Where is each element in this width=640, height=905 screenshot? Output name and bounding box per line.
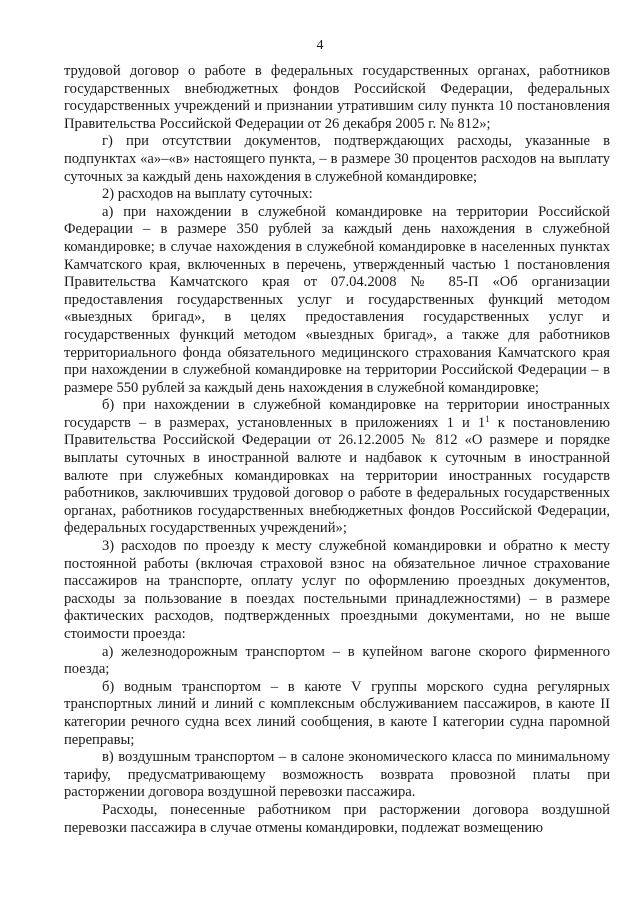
- paragraph-text-part: б) при нахождении в служебной командировке на территории иностранных государств – в размерах, установленных в приложениях 1 и 1: [64, 397, 610, 431]
- paragraph-continuation: трудовой договор о работе в федеральных государственных органах, работников государственных внебюджетных фондов Российской Федерации, федеральных государственных учреждений и признании утратившим силу пункта 10 постановления Правительства Российской Федерации от 26 декабря 2005 г. № 812»;: [64, 63, 610, 132]
- paragraph-expenses: Расходы, понесенные работником при расторжении договора воздушной перевозки пассажира в случае отмены командировки, подлежат возмещению: [64, 801, 610, 836]
- paragraph-subitem-a-rail: а) железнодорожным транспортом – в купейном вагоне скорого фирменного поезда;: [64, 643, 610, 678]
- paragraph-subitem-b-water: б) водным транспортом – в каюте V группы морского судна регулярных транспортных линий и линий с комплексным обслуживанием пассажиров, в каюте II категории речного судна всех линий сообщения, в каюте I категории судна паромной переправы;: [64, 678, 610, 748]
- paragraph-subitem-v-air: в) воздушным транспортом – в салоне экономического класса по минимальному тарифу, предусматривающему возможность возврата провозной платы при расторжении договора воздушной перевозки пассажира.: [64, 749, 610, 801]
- paragraph-text-part: к постановлению Правительства Российской Федерации от 26.12.2005 № 812 «О размере и порядке выплаты суточных в иностранной валюте и надбавок к суточным в иностранной валюте при служебных командировках на территории иностранных государств работников, заключивших трудовой договор о работе в федеральных государственных органах, работников государственных внебюджетных фондов Российской Федерации, федеральных государственных учреждений»;: [64, 414, 610, 537]
- paragraph-subitem-g: г) при отсутствии документов, подтверждающих расходы, указанные в подпунктах «а»–«в» настоящего пункта, – в размере 30 процентов расходов на выплату суточных за каждый день нахождения в служебной командировке;: [64, 133, 610, 185]
- page-number: 4: [316, 38, 324, 53]
- document-body: [64, 63, 610, 837]
- paragraph-item-3: 3) расходов по проезду к месту служебной командировки и обратно к месту постоянной работы (включая страховой взнос на обязательное личное страхование пассажиров на транспорте, оплату услуг по оформлению проездных документов, расходы за пользование в поездах постельными принадлежностями) – в размере фактических расходов, подтвержденных проездными документами, но не выше стоимости проезда:: [64, 538, 610, 642]
- superscript-index: 1: [485, 413, 490, 424]
- paragraph-subitem-a-per-diem: а) при нахождении в служебной командировке на территории Российской Федерации – в размере 350 рублей за каждый день нахождения в служебной командировке; в случае нахождения в служебной командировке в населенных пунктах Камчатского края, включенных в перечень, утвержденный частью 1 постановления Правительства Камчатского края от 07.04.2008 № 85-П «Об организации предоставления государственных услуг и государственных функций методом «выездных бригад», в целях предоставления государственных услуг и государственных функций методом «выездных бригад», а также для работников территориального фонда обязательного медицинского страхования Камчатского края при нахождении в служебной командировке на территории Российской Федерации – в размере 550 рублей за каждый день нахождения в служебной командировке;: [64, 203, 610, 396]
- paragraph-subitem-b-per-diem: [64, 397, 610, 538]
- paragraph-item-2: 2) расходов на выплату суточных:: [102, 186, 313, 203]
